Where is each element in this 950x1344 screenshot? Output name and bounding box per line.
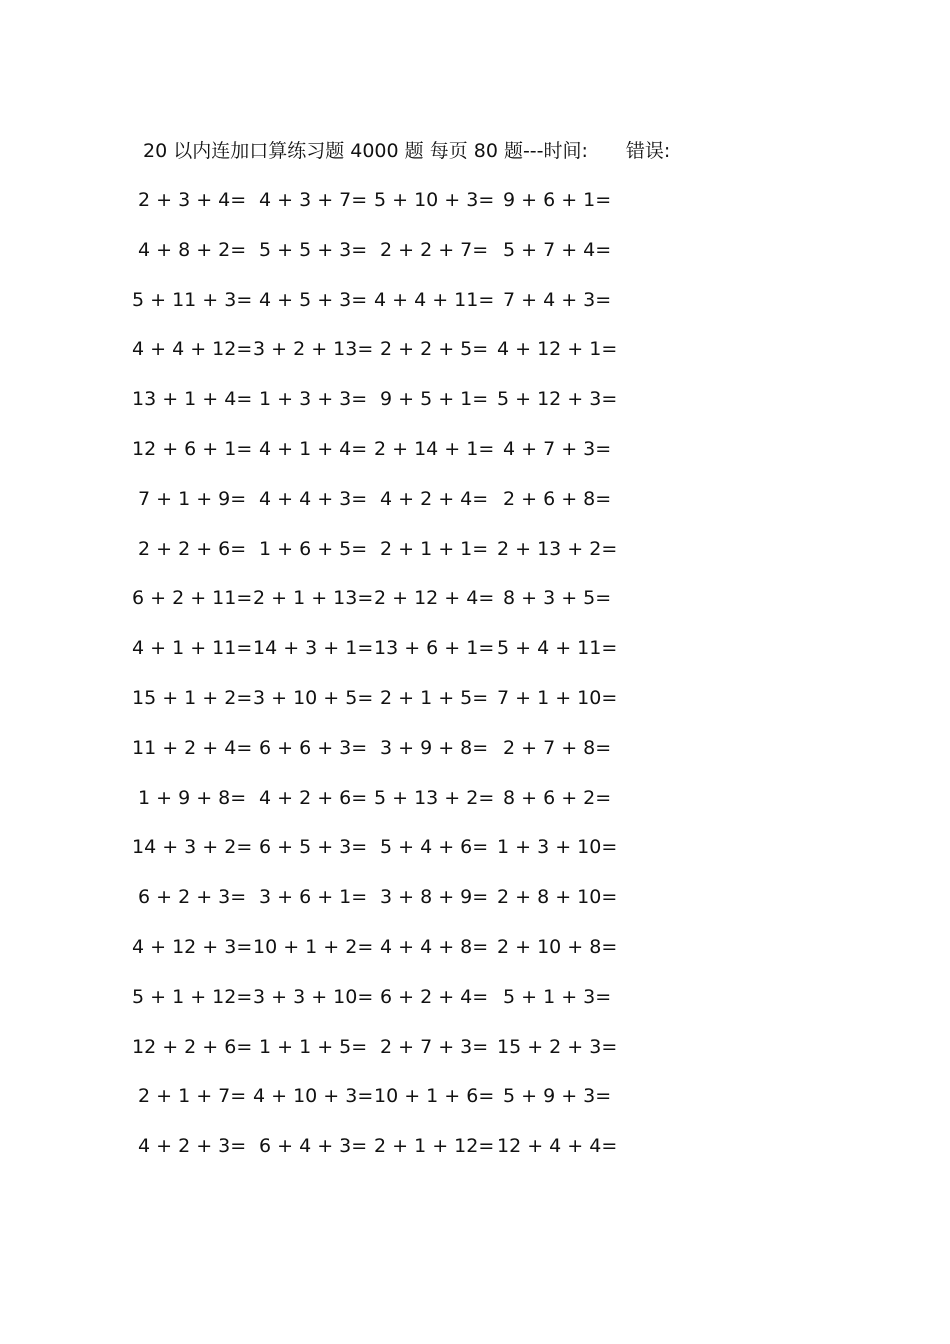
problem-item: 2 + 2 + 6= bbox=[138, 537, 247, 560]
problem-item: 11 + 2 + 4= bbox=[132, 736, 253, 759]
problem-item: 3 + 2 + 13= bbox=[253, 338, 374, 361]
problem-item: 2 + 1 + 1= bbox=[380, 537, 489, 560]
problem-item: 4 + 2 + 4= bbox=[380, 487, 489, 510]
problem-item: 14 + 3 + 1= bbox=[253, 637, 374, 660]
problem-item: 5 + 10 + 3= bbox=[374, 189, 495, 211]
problem-item: 8 + 6 + 2= bbox=[503, 786, 612, 809]
problem-item: 2 + 1 + 5= bbox=[380, 687, 489, 709]
problem-item: 4 + 2 + 6= bbox=[259, 786, 368, 809]
problem-item: 2 + 3 + 4= bbox=[138, 189, 247, 211]
problem-item: 14 + 3 + 2= bbox=[132, 836, 253, 859]
problem-item: 12 + 4 + 4= bbox=[497, 1135, 618, 1158]
problem-item: 1 + 3 + 10= bbox=[497, 836, 618, 859]
problem-item: 5 + 11 + 3= bbox=[132, 288, 253, 311]
problem-item: 1 + 1 + 5= bbox=[259, 1035, 368, 1058]
problem-item: 2 + 7 + 3= bbox=[380, 1035, 489, 1058]
problem-item: 4 + 8 + 2= bbox=[138, 238, 247, 261]
problem-item: 1 + 9 + 8= bbox=[138, 786, 247, 809]
problem-item: 13 + 6 + 1= bbox=[374, 637, 495, 660]
problem-item: 2 + 7 + 8= bbox=[503, 736, 612, 759]
problem-item: 3 + 9 + 8= bbox=[380, 736, 489, 759]
problem-item: 5 + 13 + 2= bbox=[374, 786, 495, 809]
worksheet-title: 20 以内连加口算练习题 4000 题 每页 80 题---时间: bbox=[143, 140, 588, 162]
problem-item: 6 + 6 + 3= bbox=[259, 736, 368, 759]
problem-item: 3 + 10 + 5= bbox=[253, 687, 374, 709]
problem-item: 4 + 2 + 3= bbox=[138, 1135, 247, 1158]
problem-item: 2 + 1 + 7= bbox=[138, 1085, 247, 1108]
problem-item: 4 + 5 + 3= bbox=[259, 288, 368, 311]
problem-item: 1 + 3 + 3= bbox=[259, 388, 368, 411]
problem-item: 5 + 1 + 12= bbox=[132, 985, 253, 1008]
problem-item: 2 + 12 + 4= bbox=[374, 587, 495, 610]
problem-item: 4 + 4 + 12= bbox=[132, 338, 253, 361]
problem-item: 5 + 7 + 4= bbox=[503, 238, 612, 261]
problem-item: 6 + 4 + 3= bbox=[259, 1135, 368, 1158]
problem-item: 8 + 3 + 5= bbox=[503, 587, 612, 610]
problem-item: 2 + 1 + 13= bbox=[253, 587, 374, 610]
problem-item: 4 + 12 + 3= bbox=[132, 936, 253, 958]
problem-item: 6 + 2 + 11= bbox=[132, 587, 253, 610]
problem-item: 3 + 8 + 9= bbox=[380, 886, 489, 909]
problem-item: 5 + 4 + 6= bbox=[380, 836, 489, 859]
problem-item: 4 + 4 + 11= bbox=[374, 288, 495, 311]
problem-item: 9 + 5 + 1= bbox=[380, 388, 489, 411]
problem-item: 2 + 13 + 2= bbox=[497, 537, 618, 560]
problem-item: 2 + 2 + 7= bbox=[380, 238, 489, 261]
problem-item: 4 + 3 + 7= bbox=[259, 189, 368, 211]
problem-item: 2 + 2 + 5= bbox=[380, 338, 489, 361]
problem-item: 2 + 10 + 8= bbox=[497, 936, 618, 958]
problem-item: 5 + 5 + 3= bbox=[259, 238, 368, 261]
problem-item: 7 + 4 + 3= bbox=[503, 288, 612, 311]
problem-item: 5 + 12 + 3= bbox=[497, 388, 618, 411]
problem-item: 5 + 9 + 3= bbox=[503, 1085, 612, 1108]
problem-item: 7 + 1 + 9= bbox=[138, 487, 247, 510]
problem-item: 2 + 8 + 10= bbox=[497, 886, 618, 909]
problem-item: 10 + 1 + 2= bbox=[253, 936, 374, 958]
problem-item: 7 + 1 + 10= bbox=[497, 687, 618, 709]
problem-item: 3 + 3 + 10= bbox=[253, 985, 374, 1008]
problem-item: 13 + 1 + 4= bbox=[132, 388, 253, 411]
problem-item: 6 + 5 + 3= bbox=[259, 836, 368, 859]
problem-item: 12 + 6 + 1= bbox=[132, 438, 253, 460]
problem-item: 4 + 12 + 1= bbox=[497, 338, 618, 361]
problem-item: 15 + 1 + 2= bbox=[132, 687, 253, 709]
problem-item: 15 + 2 + 3= bbox=[497, 1035, 618, 1058]
problem-item: 10 + 1 + 6= bbox=[374, 1085, 495, 1108]
problem-item: 2 + 6 + 8= bbox=[503, 487, 612, 510]
problem-item: 4 + 1 + 4= bbox=[259, 438, 368, 460]
problem-item: 6 + 2 + 3= bbox=[138, 886, 247, 909]
problem-item: 2 + 14 + 1= bbox=[374, 438, 495, 460]
errors-label: 错误: bbox=[625, 140, 671, 162]
problem-item: 9 + 6 + 1= bbox=[503, 189, 612, 211]
problem-item: 4 + 4 + 3= bbox=[259, 487, 368, 510]
problem-item: 3 + 6 + 1= bbox=[259, 886, 368, 909]
problem-item: 1 + 6 + 5= bbox=[259, 537, 368, 560]
problem-item: 2 + 1 + 12= bbox=[374, 1135, 495, 1158]
problem-item: 6 + 2 + 4= bbox=[380, 985, 489, 1008]
problem-item: 4 + 10 + 3= bbox=[253, 1085, 374, 1108]
problem-item: 5 + 4 + 11= bbox=[497, 637, 618, 660]
problem-item: 4 + 4 + 8= bbox=[380, 936, 489, 958]
problem-item: 5 + 1 + 3= bbox=[503, 985, 612, 1008]
problem-item: 12 + 2 + 6= bbox=[132, 1035, 253, 1058]
problem-item: 4 + 7 + 3= bbox=[503, 438, 612, 460]
problem-item: 4 + 1 + 11= bbox=[132, 637, 253, 660]
